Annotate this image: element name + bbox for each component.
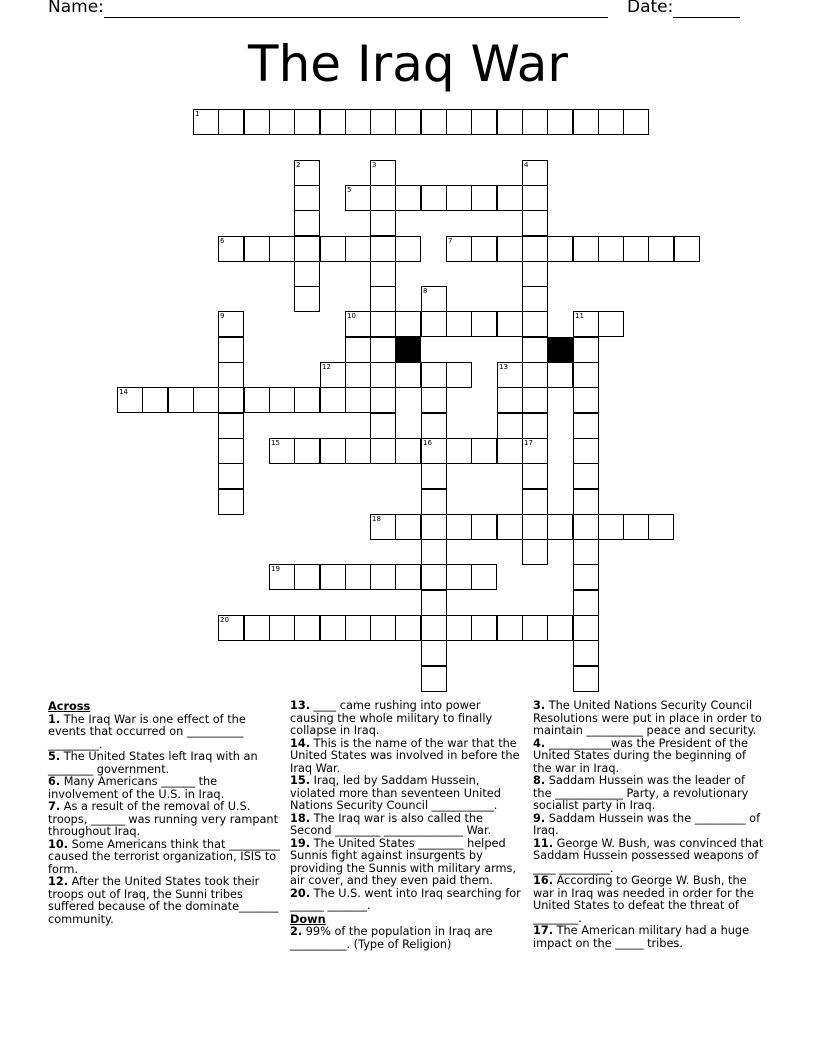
across-clues-list-continued [290, 700, 522, 913]
crossword-cell[interactable] [370, 261, 396, 287]
crossword-cell[interactable] [117, 387, 143, 413]
clue [48, 776, 280, 801]
clue-number: 10 [347, 312, 356, 320]
clue-text: As a result of the removal of U.S. troops, ______ was running very rampant throughout Iraq. [48, 800, 279, 838]
clue [48, 801, 280, 839]
clue [290, 838, 522, 888]
crossword-cell[interactable] [674, 236, 700, 262]
crossword-cell[interactable] [244, 109, 270, 135]
crossword-cell[interactable] [573, 666, 599, 692]
crossword-cell[interactable] [218, 438, 244, 464]
clue-number: 12. [48, 875, 69, 888]
crossword-cell[interactable] [218, 387, 244, 413]
crossword-cell[interactable] [522, 261, 548, 287]
crossword-cell[interactable] [218, 362, 244, 388]
crossword-cell[interactable] [320, 387, 346, 413]
clue-text: The Iraq war is also called the Second ________ ______________ War. [290, 811, 492, 837]
clue [290, 926, 522, 951]
crossword-cell[interactable] [320, 362, 346, 388]
crossword-cell[interactable] [598, 311, 624, 337]
crossword-cell[interactable] [218, 109, 244, 135]
crossword-cell[interactable] [497, 109, 523, 135]
clue-text: The United Nations Security Council Resolutions were put in place in order to maintain __________ peace and security. [533, 699, 762, 737]
crossword-cell[interactable] [573, 615, 599, 641]
crossword-cell[interactable] [345, 109, 371, 135]
crossword-cell[interactable] [395, 362, 421, 388]
clue-number: 19. [290, 836, 311, 850]
crossword-cell[interactable] [623, 109, 649, 135]
clue [533, 838, 765, 876]
crossword-cell[interactable] [370, 109, 396, 135]
crossword-cell[interactable] [370, 210, 396, 236]
crossword-cell[interactable] [320, 438, 346, 464]
clue-number: 1. [48, 712, 61, 726]
crossword-cell[interactable] [573, 463, 599, 489]
crossword-cell[interactable] [522, 387, 548, 413]
crossword-cell[interactable] [497, 236, 523, 262]
clue [533, 700, 765, 738]
crossword-cell[interactable] [446, 564, 472, 590]
clue-number: 14 [119, 388, 128, 396]
crossword-cell[interactable] [395, 236, 421, 262]
crossword-cell[interactable] [320, 109, 346, 135]
clue-number: 11. [533, 836, 554, 850]
crossword-cell[interactable] [269, 236, 295, 262]
crossword-cell[interactable] [446, 362, 472, 388]
crossword-cell[interactable] [522, 337, 548, 363]
crossword-cell[interactable] [497, 514, 523, 540]
crossword-cell[interactable] [497, 362, 523, 388]
crossword-cell[interactable] [522, 236, 548, 262]
crossword-cell[interactable] [522, 438, 548, 464]
clue-number: 9. [533, 811, 546, 825]
crossword-cell[interactable] [244, 387, 270, 413]
crossword-cell[interactable] [269, 615, 295, 641]
clue-text: The American military had a huge impact on the _____ tribes. [533, 924, 750, 950]
clue-number: 15 [271, 439, 280, 447]
clue [533, 875, 765, 925]
crossword-cell[interactable] [294, 109, 320, 135]
clues-column-3 [533, 700, 765, 950]
clue-number: 6. [48, 775, 61, 788]
clue-text: ____ came rushing into power causing the whole military to finally collapse in Iraq. [290, 699, 493, 737]
crossword-cell[interactable] [522, 286, 548, 312]
crossword-cell[interactable] [471, 311, 497, 337]
crossword-cell[interactable] [370, 337, 396, 363]
clue-number: 3. [533, 699, 546, 712]
crossword-cell[interactable] [471, 615, 497, 641]
crossword-cell[interactable] [370, 615, 396, 641]
crossword-cell[interactable] [395, 438, 421, 464]
crossword-cell[interactable] [395, 311, 421, 337]
crossword-cell[interactable] [648, 236, 674, 262]
clue-text: The United States ________ helped Sunnis fight against insurgents by providing the Sunnis with military arms, air cover, and they even paid them. [290, 836, 517, 887]
crossword-cell[interactable] [446, 311, 472, 337]
crossword-cell[interactable] [269, 109, 295, 135]
crossword-cell[interactable] [345, 185, 371, 211]
crossword-cell[interactable] [218, 337, 244, 363]
crossword-cell[interactable] [421, 438, 447, 464]
crossword-cell[interactable] [598, 236, 624, 262]
crossword-cell[interactable] [421, 615, 447, 641]
clue-number: 16 [423, 439, 432, 447]
crossword-cell[interactable] [294, 160, 320, 186]
clue-number: 13 [499, 363, 508, 371]
clue [290, 738, 522, 776]
crossword-cell[interactable] [522, 615, 548, 641]
crossword-cell[interactable] [218, 489, 244, 515]
crossword-cell[interactable] [573, 590, 599, 616]
crossword-cell[interactable] [497, 615, 523, 641]
down-clues-list [290, 926, 522, 951]
clue-number: 7. [48, 800, 61, 813]
crossword-cell[interactable] [471, 185, 497, 211]
crossword-cell[interactable] [497, 413, 523, 439]
page-title: The Iraq War [248, 35, 568, 93]
clue [290, 700, 522, 738]
crossword-cell[interactable] [193, 387, 219, 413]
blocked-cell [395, 337, 421, 363]
crossword-cell[interactable] [294, 615, 320, 641]
crossword-cell[interactable] [471, 564, 497, 590]
crossword-cell[interactable] [471, 438, 497, 464]
crossword-cell[interactable] [421, 109, 447, 135]
crossword-cell[interactable] [218, 236, 244, 262]
clue-number: 8. [533, 774, 546, 787]
crossword-cell[interactable] [421, 539, 447, 565]
clue-number: 4. [533, 736, 546, 750]
crossword-cell[interactable] [320, 564, 346, 590]
crossword-cell[interactable] [193, 109, 219, 135]
crossword-cell[interactable] [421, 640, 447, 666]
crossword-cell[interactable] [218, 413, 244, 439]
crossword-cell[interactable] [421, 387, 447, 413]
crossword-cell[interactable] [345, 615, 371, 641]
clue-number: 12 [322, 363, 331, 371]
crossword-cell[interactable] [421, 666, 447, 692]
crossword-cell[interactable] [370, 514, 396, 540]
clue-number: 8 [423, 287, 428, 295]
crossword-cell[interactable] [421, 463, 447, 489]
clue [290, 775, 522, 813]
crossword-cell[interactable] [345, 236, 371, 262]
crossword-cell[interactable] [547, 615, 573, 641]
crossword-cell[interactable] [446, 185, 472, 211]
clue-number: 2. [290, 925, 303, 938]
crossword-cell[interactable] [522, 413, 548, 439]
crossword-cell[interactable] [421, 185, 447, 211]
crossword-cell[interactable] [370, 185, 396, 211]
crossword-cell[interactable] [345, 337, 371, 363]
clue-text: Some Americans think that _________ caused the terrorist organization, ISIS to form. [48, 837, 280, 876]
crossword-cell[interactable] [573, 362, 599, 388]
crossword-cell[interactable] [395, 109, 421, 135]
crossword-cell[interactable] [370, 387, 396, 413]
clue-number: 17 [524, 439, 533, 447]
crossword-cell[interactable] [395, 564, 421, 590]
crossword-cell[interactable] [446, 236, 472, 262]
clues-column-1 [48, 700, 280, 926]
clue-text: This is the name of the war that the United States was involved in before the Iraq War. [290, 736, 520, 775]
crossword-cell[interactable] [446, 109, 472, 135]
crossword-cell[interactable] [522, 160, 548, 186]
clue-number: 5 [347, 186, 352, 194]
crossword-cell[interactable] [370, 413, 396, 439]
crossword-cell[interactable] [218, 463, 244, 489]
crossword-cell[interactable] [294, 438, 320, 464]
across-clues-list [48, 714, 280, 927]
crossword-cell[interactable] [522, 539, 548, 565]
crossword-cell[interactable] [218, 311, 244, 337]
crossword-cell[interactable] [294, 210, 320, 236]
clue-text: The United States left Iraq with an ________ government. [48, 750, 258, 776]
crossword-cell[interactable] [573, 413, 599, 439]
crossword-cell[interactable] [497, 387, 523, 413]
clue [533, 925, 765, 950]
crossword-cell[interactable] [598, 109, 624, 135]
crossword-cell[interactable] [421, 311, 447, 337]
crossword-cell[interactable] [573, 236, 599, 262]
crossword-cell[interactable] [294, 387, 320, 413]
crossword-cell[interactable] [370, 362, 396, 388]
clue-number: 1 [195, 110, 200, 118]
crossword-cell[interactable] [573, 438, 599, 464]
crossword-cell[interactable] [395, 514, 421, 540]
crossword-cell[interactable] [395, 185, 421, 211]
crossword-cell[interactable] [547, 514, 573, 540]
clue [533, 813, 765, 838]
name-label: Name: [48, 0, 104, 17]
crossword-cell[interactable] [421, 413, 447, 439]
crossword-cell[interactable] [573, 514, 599, 540]
clue-number: 11 [575, 312, 584, 320]
crossword-cell[interactable] [244, 615, 270, 641]
crossword-cell[interactable] [345, 564, 371, 590]
crossword-cell[interactable] [421, 564, 447, 590]
clue-number: 9 [220, 312, 225, 320]
crossword-cell[interactable] [573, 387, 599, 413]
crossword-cell[interactable] [623, 236, 649, 262]
crossword-cell[interactable] [446, 438, 472, 464]
crossword-cell[interactable] [573, 539, 599, 565]
crossword-cell[interactable] [269, 564, 295, 590]
crossword-cell[interactable] [294, 261, 320, 287]
crossword-cell[interactable] [370, 236, 396, 262]
crossword-cell[interactable] [370, 438, 396, 464]
crossword-cell[interactable] [294, 564, 320, 590]
clue [533, 775, 765, 813]
crossword-cell[interactable] [522, 362, 548, 388]
clue-number: 13. [290, 699, 311, 712]
clue-number: 20 [220, 616, 229, 624]
clue-text: According to George W. Bush, the war in Iraq was needed in order for the United States to defeat the threat of ________. [533, 874, 754, 925]
clue-text: Saddam Hussein was the _________ of Iraq. [533, 811, 761, 837]
clue [48, 876, 280, 926]
crossword-cell[interactable] [446, 514, 472, 540]
crossword-cell[interactable] [471, 109, 497, 135]
clue [533, 738, 765, 776]
across-heading: Across [48, 700, 91, 713]
clue-number: 20. [290, 886, 311, 900]
clue [48, 751, 280, 776]
crossword-cell[interactable] [446, 615, 472, 641]
crossword-cell[interactable] [395, 615, 421, 641]
crossword-cell[interactable] [623, 514, 649, 540]
crossword-cell[interactable] [370, 311, 396, 337]
crossword-cell[interactable] [244, 236, 270, 262]
crossword-cell[interactable] [421, 362, 447, 388]
crossword-cell[interactable] [421, 489, 447, 515]
crossword-cell[interactable] [497, 438, 523, 464]
crossword-cell[interactable] [370, 564, 396, 590]
clue-text: George W. Bush, was convinced that Saddam Hussein possessed weapons of ____ _________. [533, 836, 764, 875]
crossword-cell[interactable] [522, 489, 548, 515]
clue-number: 16. [533, 874, 554, 887]
clue-text: The Iraq War is one effect of the events that occurred on __________ _________. [48, 712, 246, 751]
crossword-cell[interactable] [345, 387, 371, 413]
clue-number: 19 [271, 565, 280, 573]
clue [290, 813, 522, 838]
clue-number: 18 [372, 515, 381, 523]
clue-number: 17. [533, 924, 554, 937]
clue-text: ___________was the President of the United States during the beginning of the war in Iraq. [533, 736, 748, 775]
crossword-cell[interactable] [573, 489, 599, 515]
crossword-cell[interactable] [598, 514, 624, 540]
down-clues-list-continued [533, 700, 765, 950]
clue-number: 15. [290, 774, 311, 787]
crossword-cell[interactable] [294, 286, 320, 312]
crossword-cell[interactable] [522, 463, 548, 489]
crossword-cell[interactable] [471, 514, 497, 540]
crossword-cell[interactable] [547, 109, 573, 135]
crossword-cell[interactable] [370, 160, 396, 186]
crossword-cell[interactable] [269, 387, 295, 413]
crossword-cell[interactable] [522, 185, 548, 211]
crossword-cell[interactable] [573, 311, 599, 337]
crossword-cell[interactable] [522, 210, 548, 236]
clue-text: Iraq, led by Saddam Hussein, violated more than seventeen United Nations Security Council ___________. [290, 774, 501, 812]
blocked-cell [547, 337, 573, 363]
crossword-cell[interactable] [320, 236, 346, 262]
crossword-cell[interactable] [522, 514, 548, 540]
clue-number: 14. [290, 736, 311, 750]
crossword-cell[interactable] [294, 236, 320, 262]
clue-number: 18. [290, 811, 311, 825]
clue [290, 888, 522, 913]
crossword-cell[interactable] [522, 109, 548, 135]
clue-text: After the United States took their troops out of Iraq, the Sunni tribes suffered because of the dominate_______ community. [48, 875, 279, 926]
clue [48, 839, 280, 877]
crossword-cell[interactable] [345, 438, 371, 464]
clue-text: The U.S. went into Iraq searching for ______ _______. [290, 886, 521, 912]
clue-number: 3 [372, 161, 377, 169]
crossword-cell[interactable] [497, 311, 523, 337]
crossword-cell[interactable] [142, 387, 168, 413]
date-label: Date: [627, 0, 674, 17]
crossword-cell[interactable] [547, 362, 573, 388]
crossword-cell[interactable] [294, 185, 320, 211]
clue-text: Saddam Hussein was the leader of the ____________ Party, a revolutionary socialist party in Iraq. [533, 774, 749, 812]
crossword-cell[interactable] [547, 236, 573, 262]
clue-number: 10. [48, 837, 69, 851]
crossword-cell[interactable] [573, 640, 599, 666]
crossword-cell[interactable] [421, 590, 447, 616]
crossword-cell[interactable] [370, 286, 396, 312]
crossword-cell[interactable] [421, 514, 447, 540]
crossword-cell[interactable] [522, 311, 548, 337]
crossword-cell[interactable] [471, 236, 497, 262]
crossword-cell[interactable] [497, 185, 523, 211]
crossword-cell[interactable] [320, 615, 346, 641]
crossword-cell[interactable] [648, 514, 674, 540]
crossword-cell[interactable] [421, 286, 447, 312]
crossword-cell[interactable] [168, 387, 194, 413]
clues-column-2 [290, 700, 522, 951]
crossword-cell[interactable] [573, 337, 599, 363]
clue-text: Many Americans ______ the involvement of the U.S. in Iraq. [48, 775, 225, 801]
crossword-cell[interactable] [573, 109, 599, 135]
clue-text: 99% of the population in Iraq are __________. (Type of Religion) [290, 925, 493, 951]
clue-number: 4 [524, 161, 529, 169]
clue-number: 2 [296, 161, 301, 169]
clue-number: 7 [448, 237, 453, 245]
crossword-cell[interactable] [218, 615, 244, 641]
crossword-cell[interactable] [573, 564, 599, 590]
clue [48, 714, 280, 752]
clue-number: 6 [220, 237, 225, 245]
clue-number: 5. [48, 750, 61, 763]
down-heading: Down [290, 912, 326, 926]
crossword-cell[interactable] [269, 438, 295, 464]
crossword-cell[interactable] [345, 311, 371, 337]
crossword-cell[interactable] [345, 362, 371, 388]
